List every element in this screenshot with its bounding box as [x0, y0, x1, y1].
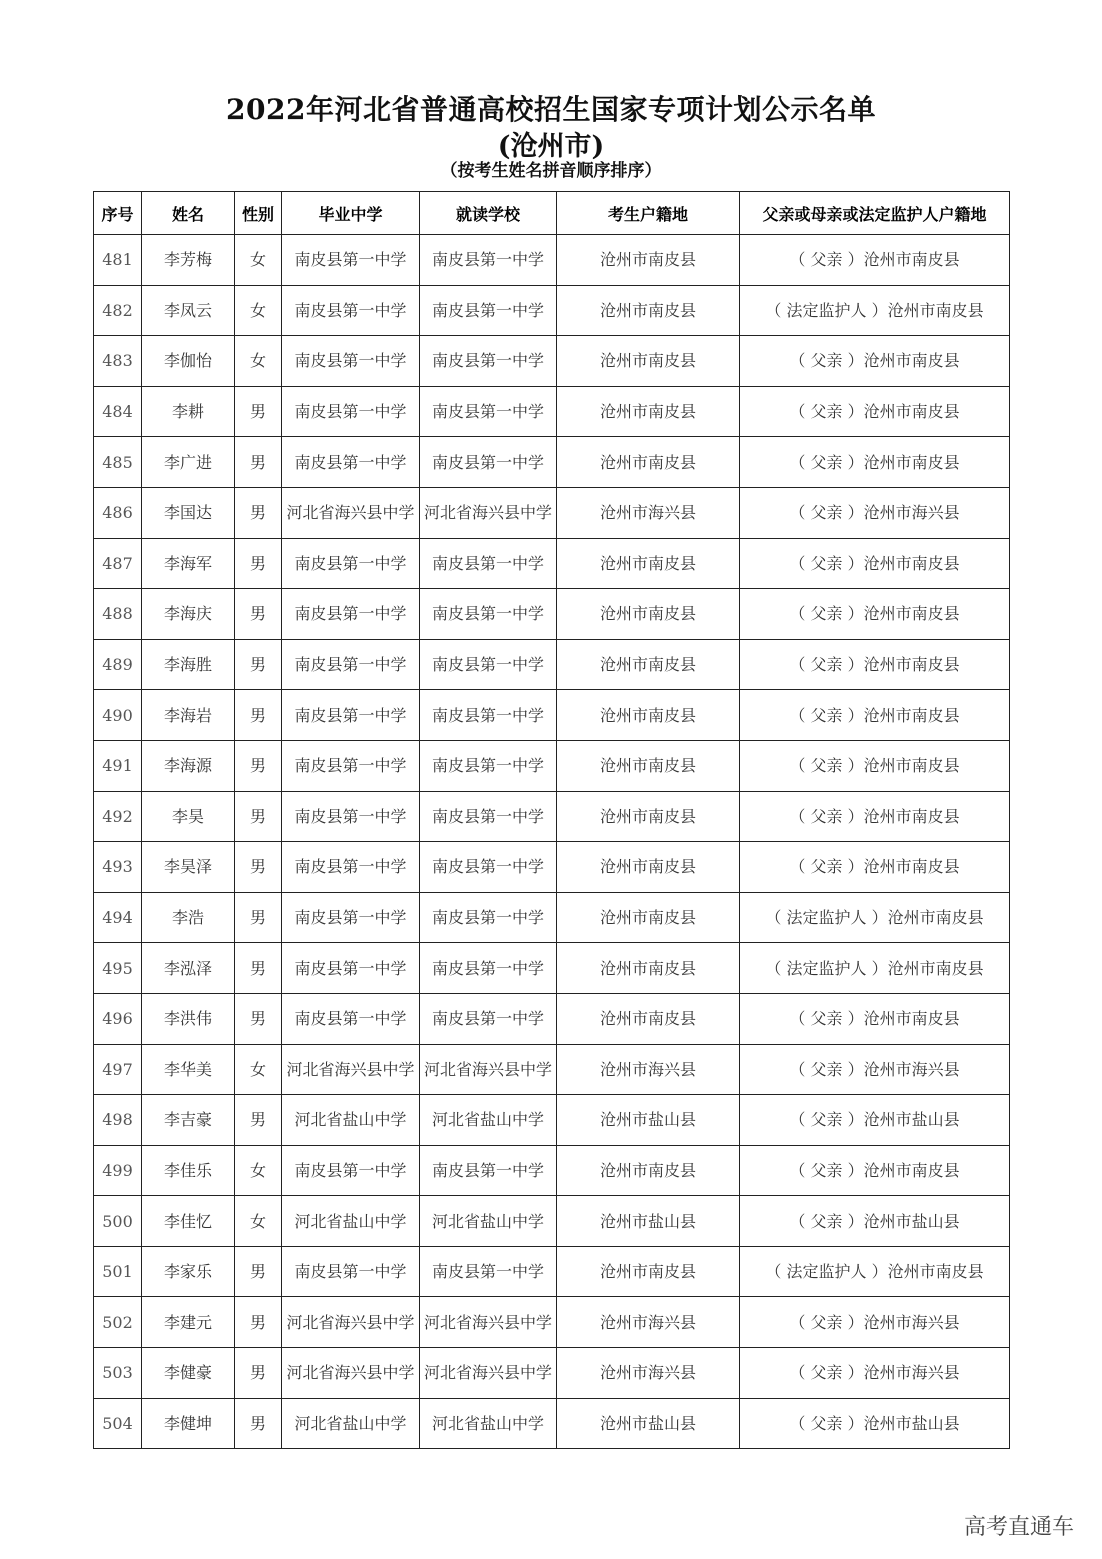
- cell-guardian-residence: （ 父亲 ）沧州市海兴县: [740, 1297, 1010, 1348]
- table-row: [94, 589, 1010, 640]
- cell-index: 498: [94, 1095, 142, 1146]
- cell-current-school: 南皮县第一中学: [420, 842, 557, 893]
- cell-name: 李浩: [142, 892, 235, 943]
- cell-gender: 男: [235, 943, 282, 994]
- table-row: [94, 1348, 1010, 1399]
- cell-gender: 男: [235, 740, 282, 791]
- cell-index: 499: [94, 1145, 142, 1196]
- cell-current-school: 河北省海兴县中学: [420, 1348, 557, 1399]
- cell-index: 487: [94, 538, 142, 589]
- cell-current-school: 南皮县第一中学: [420, 943, 557, 994]
- cell-gender: 女: [235, 285, 282, 336]
- cell-student-residence: 沧州市南皮县: [557, 842, 740, 893]
- cell-guardian-residence: （ 父亲 ）沧州市海兴县: [740, 1044, 1010, 1095]
- cell-guardian-residence: （ 父亲 ）沧州市南皮县: [740, 235, 1010, 286]
- cell-current-school: 南皮县第一中学: [420, 892, 557, 943]
- cell-student-residence: 沧州市海兴县: [557, 487, 740, 538]
- table-row: [94, 437, 1010, 488]
- table-row: [94, 487, 1010, 538]
- cell-guardian-residence: （ 父亲 ）沧州市南皮县: [740, 842, 1010, 893]
- cell-index: 488: [94, 589, 142, 640]
- cell-graduation-school: 南皮县第一中学: [282, 892, 420, 943]
- table-row: [94, 1145, 1010, 1196]
- cell-guardian-residence: （ 父亲 ）沧州市南皮县: [740, 336, 1010, 387]
- cell-index: 482: [94, 285, 142, 336]
- cell-gender: 男: [235, 1246, 282, 1297]
- table-row: [94, 1044, 1010, 1095]
- cell-gender: 男: [235, 538, 282, 589]
- cell-current-school: 南皮县第一中学: [420, 740, 557, 791]
- cell-gender: 男: [235, 386, 282, 437]
- cell-guardian-residence: （ 父亲 ）沧州市南皮县: [740, 791, 1010, 842]
- cell-name: 李健坤: [142, 1398, 235, 1449]
- cell-name: 李吉豪: [142, 1095, 235, 1146]
- cell-gender: 女: [235, 235, 282, 286]
- table-row: [94, 639, 1010, 690]
- cell-index: 486: [94, 487, 142, 538]
- cell-index: 492: [94, 791, 142, 842]
- cell-guardian-residence: （ 父亲 ）沧州市南皮县: [740, 993, 1010, 1044]
- cell-index: 495: [94, 943, 142, 994]
- cell-name: 李海源: [142, 740, 235, 791]
- cell-name: 李昊泽: [142, 842, 235, 893]
- cell-graduation-school: 南皮县第一中学: [282, 386, 420, 437]
- cell-guardian-residence: （ 父亲 ）沧州市海兴县: [740, 487, 1010, 538]
- col-header-current-school: 就读学校: [420, 192, 557, 235]
- col-header-student-residence: 考生户籍地: [557, 192, 740, 235]
- cell-student-residence: 沧州市南皮县: [557, 943, 740, 994]
- cell-name: 李海岩: [142, 690, 235, 741]
- cell-guardian-residence: （ 法定监护人 ）沧州市南皮县: [740, 943, 1010, 994]
- table-row: [94, 993, 1010, 1044]
- cell-current-school: 南皮县第一中学: [420, 639, 557, 690]
- cell-graduation-school: 南皮县第一中学: [282, 1246, 420, 1297]
- cell-index: 484: [94, 386, 142, 437]
- cell-guardian-residence: （ 法定监护人 ）沧州市南皮县: [740, 1246, 1010, 1297]
- cell-student-residence: 沧州市南皮县: [557, 892, 740, 943]
- col-header-graduation-school: 毕业中学: [282, 192, 420, 235]
- table-row: [94, 740, 1010, 791]
- cell-gender: 男: [235, 1095, 282, 1146]
- cell-index: 504: [94, 1398, 142, 1449]
- cell-name: 李建元: [142, 1297, 235, 1348]
- cell-name: 李海胜: [142, 639, 235, 690]
- cell-graduation-school: 河北省海兴县中学: [282, 487, 420, 538]
- cell-student-residence: 沧州市南皮县: [557, 1246, 740, 1297]
- col-header-guardian-residence: 父亲或母亲或法定监护人户籍地: [740, 192, 1010, 235]
- cell-student-residence: 沧州市南皮县: [557, 235, 740, 286]
- cell-student-residence: 沧州市南皮县: [557, 791, 740, 842]
- cell-current-school: 河北省海兴县中学: [420, 1297, 557, 1348]
- cell-guardian-residence: （ 父亲 ）沧州市南皮县: [740, 740, 1010, 791]
- sort-note: （按考生姓名拼音顺序排序）: [440, 161, 662, 181]
- cell-name: 李广进: [142, 437, 235, 488]
- table-header-row: [94, 192, 1010, 235]
- cell-name: 李泓泽: [142, 943, 235, 994]
- cell-graduation-school: 河北省盐山中学: [282, 1196, 420, 1247]
- watermark-text: 高考直通车: [963, 1515, 1074, 1540]
- cell-name: 李洪伟: [142, 993, 235, 1044]
- col-header-name: 姓名: [142, 192, 235, 235]
- cell-guardian-residence: （ 父亲 ）沧州市海兴县: [740, 1348, 1010, 1399]
- page-title: 2022年河北省普通高校招生国家专项计划公示名单: [226, 93, 876, 126]
- cell-index: 501: [94, 1246, 142, 1297]
- cell-current-school: 南皮县第一中学: [420, 336, 557, 387]
- cell-name: 李耕: [142, 386, 235, 437]
- roster-table: [93, 191, 1010, 1449]
- cell-guardian-residence: （ 法定监护人 ）沧州市南皮县: [740, 285, 1010, 336]
- cell-gender: 男: [235, 791, 282, 842]
- cell-graduation-school: 南皮县第一中学: [282, 235, 420, 286]
- cell-index: 489: [94, 639, 142, 690]
- cell-graduation-school: 河北省盐山中学: [282, 1398, 420, 1449]
- cell-graduation-school: 南皮县第一中学: [282, 589, 420, 640]
- cell-student-residence: 沧州市海兴县: [557, 1297, 740, 1348]
- table-row: [94, 892, 1010, 943]
- cell-student-residence: 沧州市盐山县: [557, 1196, 740, 1247]
- cell-guardian-residence: （ 父亲 ）沧州市南皮县: [740, 437, 1010, 488]
- cell-current-school: 南皮县第一中学: [420, 285, 557, 336]
- table-row: [94, 791, 1010, 842]
- cell-gender: 女: [235, 336, 282, 387]
- cell-current-school: 南皮县第一中学: [420, 993, 557, 1044]
- table-row: [94, 538, 1010, 589]
- cell-index: 483: [94, 336, 142, 387]
- cell-student-residence: 沧州市南皮县: [557, 336, 740, 387]
- cell-current-school: 南皮县第一中学: [420, 437, 557, 488]
- cell-student-residence: 沧州市南皮县: [557, 538, 740, 589]
- cell-current-school: 河北省海兴县中学: [420, 487, 557, 538]
- cell-gender: 女: [235, 1145, 282, 1196]
- cell-index: 497: [94, 1044, 142, 1095]
- cell-graduation-school: 河北省海兴县中学: [282, 1044, 420, 1095]
- cell-index: 502: [94, 1297, 142, 1348]
- cell-graduation-school: 南皮县第一中学: [282, 993, 420, 1044]
- col-header-gender: 性别: [235, 192, 282, 235]
- cell-name: 李国达: [142, 487, 235, 538]
- cell-index: 496: [94, 993, 142, 1044]
- cell-gender: 男: [235, 487, 282, 538]
- table-row: [94, 1297, 1010, 1348]
- cell-name: 李昊: [142, 791, 235, 842]
- cell-guardian-residence: （ 父亲 ）沧州市盐山县: [740, 1095, 1010, 1146]
- cell-student-residence: 沧州市海兴县: [557, 1044, 740, 1095]
- cell-current-school: 南皮县第一中学: [420, 386, 557, 437]
- table-row: [94, 842, 1010, 893]
- cell-index: 490: [94, 690, 142, 741]
- cell-current-school: 南皮县第一中学: [420, 791, 557, 842]
- cell-graduation-school: 南皮县第一中学: [282, 740, 420, 791]
- cell-gender: 女: [235, 1196, 282, 1247]
- cell-student-residence: 沧州市南皮县: [557, 386, 740, 437]
- cell-student-residence: 沧州市盐山县: [557, 1398, 740, 1449]
- cell-student-residence: 沧州市南皮县: [557, 285, 740, 336]
- cell-current-school: 河北省盐山中学: [420, 1095, 557, 1146]
- cell-student-residence: 沧州市海兴县: [557, 1348, 740, 1399]
- page-subtitle: (沧州市): [497, 131, 605, 162]
- cell-student-residence: 沧州市南皮县: [557, 1145, 740, 1196]
- cell-gender: 男: [235, 1398, 282, 1449]
- cell-graduation-school: 河北省盐山中学: [282, 1095, 420, 1146]
- cell-guardian-residence: （ 父亲 ）沧州市盐山县: [740, 1398, 1010, 1449]
- cell-graduation-school: 河北省海兴县中学: [282, 1348, 420, 1399]
- cell-name: 李家乐: [142, 1246, 235, 1297]
- cell-student-residence: 沧州市南皮县: [557, 589, 740, 640]
- cell-graduation-school: 南皮县第一中学: [282, 842, 420, 893]
- cell-gender: 男: [235, 589, 282, 640]
- cell-gender: 女: [235, 1044, 282, 1095]
- cell-graduation-school: 南皮县第一中学: [282, 285, 420, 336]
- table-row: [94, 386, 1010, 437]
- cell-student-residence: 沧州市南皮县: [557, 740, 740, 791]
- cell-current-school: 南皮县第一中学: [420, 589, 557, 640]
- cell-index: 485: [94, 437, 142, 488]
- cell-guardian-residence: （ 父亲 ）沧州市南皮县: [740, 639, 1010, 690]
- cell-name: 李凤云: [142, 285, 235, 336]
- cell-index: 481: [94, 235, 142, 286]
- cell-current-school: 河北省盐山中学: [420, 1398, 557, 1449]
- cell-guardian-residence: （ 父亲 ）沧州市南皮县: [740, 589, 1010, 640]
- cell-name: 李伽怡: [142, 336, 235, 387]
- table-row: [94, 1095, 1010, 1146]
- cell-guardian-residence: （ 父亲 ）沧州市南皮县: [740, 538, 1010, 589]
- cell-graduation-school: 南皮县第一中学: [282, 336, 420, 387]
- cell-current-school: 南皮县第一中学: [420, 690, 557, 741]
- cell-name: 李佳忆: [142, 1196, 235, 1247]
- cell-name: 李海军: [142, 538, 235, 589]
- table-row: [94, 1246, 1010, 1297]
- cell-name: 李海庆: [142, 589, 235, 640]
- cell-gender: 男: [235, 842, 282, 893]
- table-row: [94, 336, 1010, 387]
- cell-guardian-residence: （ 法定监护人 ）沧州市南皮县: [740, 892, 1010, 943]
- cell-student-residence: 沧州市盐山县: [557, 1095, 740, 1146]
- cell-student-residence: 沧州市南皮县: [557, 993, 740, 1044]
- table-row: [94, 690, 1010, 741]
- cell-graduation-school: 南皮县第一中学: [282, 1145, 420, 1196]
- cell-graduation-school: 南皮县第一中学: [282, 538, 420, 589]
- table-row: [94, 1196, 1010, 1247]
- cell-graduation-school: 南皮县第一中学: [282, 690, 420, 741]
- cell-gender: 男: [235, 437, 282, 488]
- cell-gender: 男: [235, 892, 282, 943]
- cell-student-residence: 沧州市南皮县: [557, 639, 740, 690]
- cell-current-school: 河北省盐山中学: [420, 1196, 557, 1247]
- cell-graduation-school: 南皮县第一中学: [282, 639, 420, 690]
- cell-guardian-residence: （ 父亲 ）沧州市盐山县: [740, 1196, 1010, 1247]
- cell-graduation-school: 南皮县第一中学: [282, 791, 420, 842]
- cell-gender: 男: [235, 690, 282, 741]
- cell-name: 李佳乐: [142, 1145, 235, 1196]
- cell-student-residence: 沧州市南皮县: [557, 437, 740, 488]
- cell-name: 李华美: [142, 1044, 235, 1095]
- cell-index: 494: [94, 892, 142, 943]
- table-row: [94, 1398, 1010, 1449]
- cell-graduation-school: 南皮县第一中学: [282, 437, 420, 488]
- cell-guardian-residence: （ 父亲 ）沧州市南皮县: [740, 386, 1010, 437]
- cell-index: 491: [94, 740, 142, 791]
- cell-index: 503: [94, 1348, 142, 1399]
- cell-index: 493: [94, 842, 142, 893]
- cell-gender: 男: [235, 1348, 282, 1399]
- cell-guardian-residence: （ 父亲 ）沧州市南皮县: [740, 690, 1010, 741]
- cell-gender: 男: [235, 639, 282, 690]
- table-row: [94, 943, 1010, 994]
- cell-current-school: 南皮县第一中学: [420, 538, 557, 589]
- col-header-index: 序号: [94, 192, 142, 235]
- cell-index: 500: [94, 1196, 142, 1247]
- cell-guardian-residence: （ 父亲 ）沧州市南皮县: [740, 1145, 1010, 1196]
- cell-graduation-school: 河北省海兴县中学: [282, 1297, 420, 1348]
- cell-name: 李芳梅: [142, 235, 235, 286]
- cell-current-school: 南皮县第一中学: [420, 235, 557, 286]
- cell-gender: 男: [235, 1297, 282, 1348]
- table-row: [94, 285, 1010, 336]
- table-row: [94, 235, 1010, 286]
- cell-student-residence: 沧州市南皮县: [557, 690, 740, 741]
- cell-current-school: 河北省海兴县中学: [420, 1044, 557, 1095]
- cell-current-school: 南皮县第一中学: [420, 1246, 557, 1297]
- cell-name: 李健豪: [142, 1348, 235, 1399]
- cell-gender: 男: [235, 993, 282, 1044]
- cell-current-school: 南皮县第一中学: [420, 1145, 557, 1196]
- cell-graduation-school: 南皮县第一中学: [282, 943, 420, 994]
